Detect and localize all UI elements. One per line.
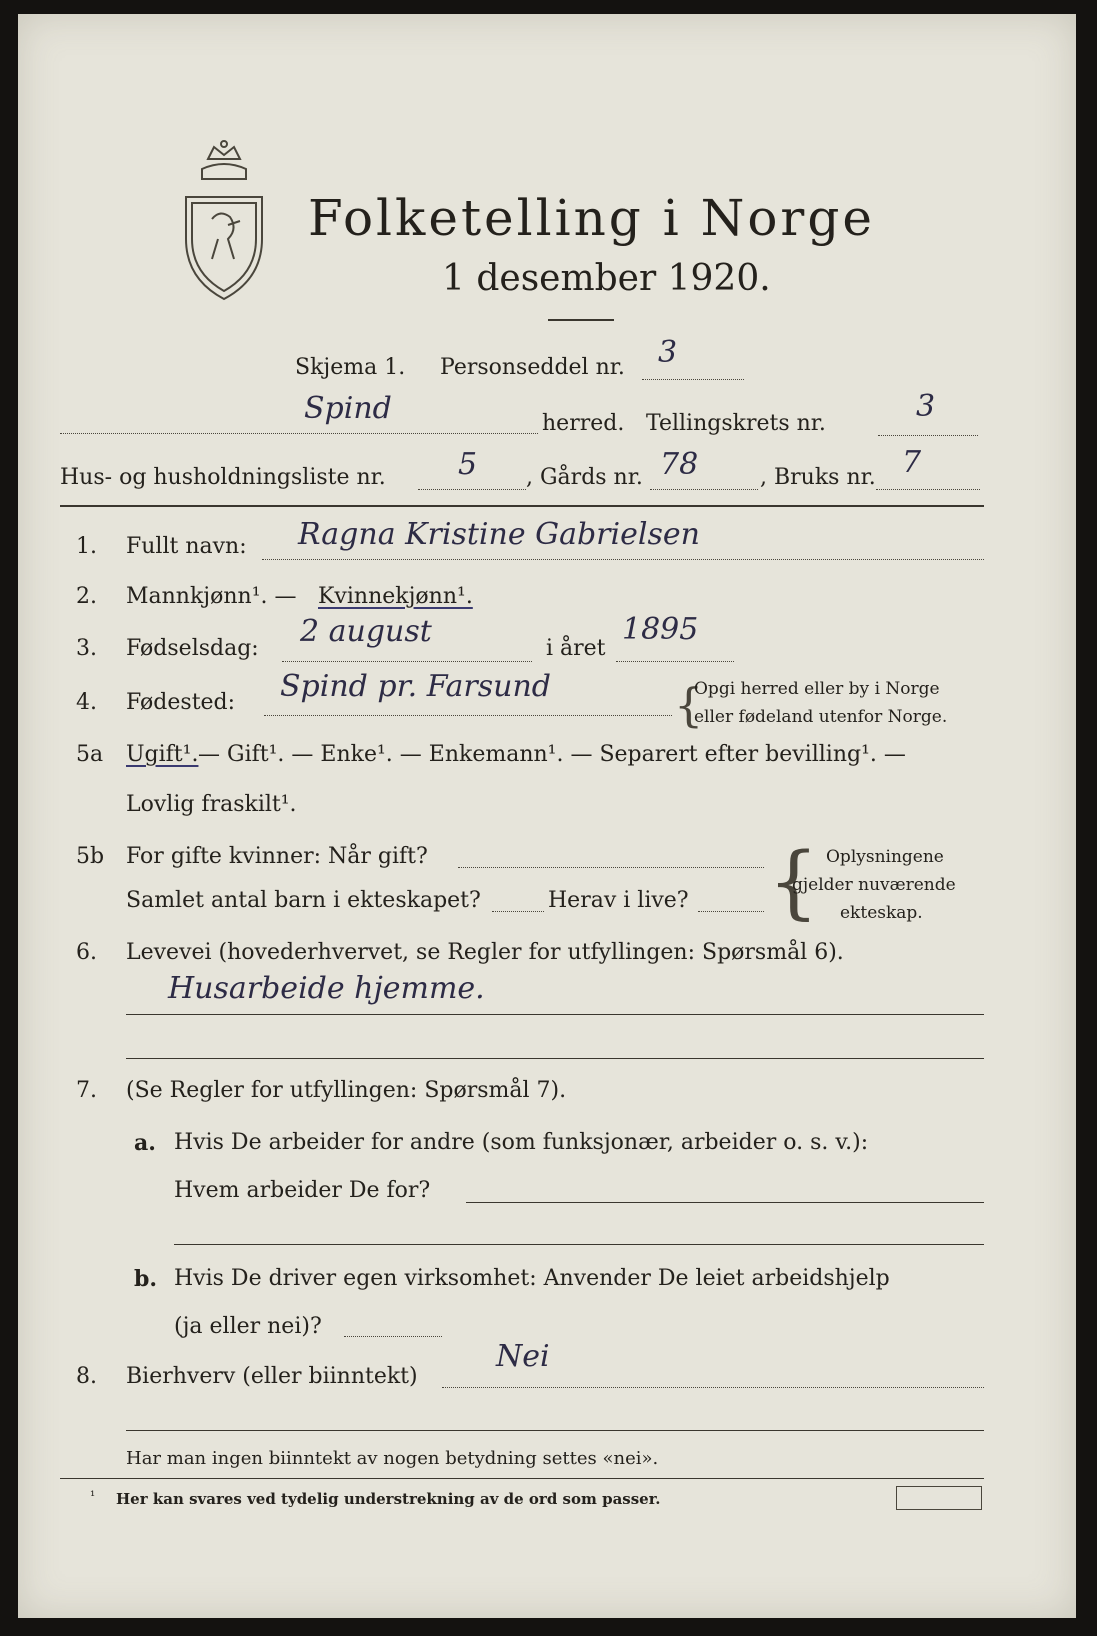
q5b-note-line1: Oplysningene (826, 847, 944, 867)
bruks-label: , Bruks nr. (760, 465, 876, 490)
q1-value: Ragna Kristine Gabrielsen (298, 517, 700, 552)
q5b-alive-line (698, 911, 764, 912)
q5b-number: 5b (76, 844, 105, 869)
q4-note-line1: Opgi herred eller by i Norge (694, 679, 940, 699)
q8-line2 (126, 1430, 984, 1431)
krets-label: Tellingskrets nr. (646, 411, 826, 436)
q4-note-line2: eller fødeland utenfor Norge. (694, 707, 948, 727)
q6-line1 (126, 1014, 984, 1015)
q5b-line2: Samlet antal barn i ekteskapet? (126, 888, 481, 913)
bruks-nr-line (876, 489, 980, 490)
q4-label: Fødested: (126, 690, 236, 715)
schema-label: Skjema 1. (295, 355, 406, 380)
herred-line (60, 433, 538, 434)
q5b-married-line (458, 867, 764, 868)
krets-nr-value: 3 (916, 389, 936, 424)
q7a-line2: Hvem arbeider De for? (174, 1178, 431, 1203)
q3-value: 2 august (300, 614, 432, 649)
title-divider (548, 319, 614, 321)
q5b-note-line3: ekteskap. (840, 903, 923, 923)
q4-brace: { (674, 678, 704, 732)
q4-line (264, 715, 672, 716)
section-divider (60, 505, 984, 507)
gards-nr-value: 78 (660, 447, 699, 482)
q3-line (282, 661, 532, 662)
hus-label: Hus- og husholdningsliste nr. (60, 465, 386, 490)
footnote-divider (60, 1478, 984, 1479)
form-title: Folketelling i Norge (308, 189, 875, 247)
q6-line2 (126, 1058, 984, 1059)
q8-value: Nei (496, 1339, 550, 1374)
q8-line (442, 1387, 984, 1388)
q4-number: 4. (76, 690, 97, 715)
nei-note: Har man ingen biinntekt av nogen betydning settes «nei». (126, 1448, 659, 1469)
q5b-note-line2: gjelder nuværende (792, 875, 956, 895)
q4-value: Spind pr. Farsund (280, 669, 551, 704)
q2-male: Mannkjønn¹. — (126, 584, 297, 609)
coat-of-arms-icon (178, 139, 270, 304)
krets-nr-line (878, 435, 978, 436)
q1-number: 1. (76, 534, 97, 559)
q5b-alive-label: Herav i live? (548, 888, 689, 913)
q2-female: Kvinnekjønn¹. (318, 584, 473, 609)
q7b-letter: b. (134, 1266, 158, 1292)
q7b-line1: Hvis De driver egen virksomhet: Anvender De leiet arbeidshjelp (174, 1266, 890, 1291)
q1-label: Fullt navn: (126, 534, 247, 559)
q5b-brace: { (768, 835, 819, 928)
q7b-answer-line (344, 1336, 442, 1337)
q5a-ugift: Ugift¹. (126, 742, 199, 767)
q5b-line1: For gifte kvinner: Når gift? (126, 844, 428, 869)
gards-label: , Gårds nr. (526, 465, 643, 490)
q3-year-value: 1895 (622, 612, 699, 647)
person-nr-line (642, 379, 744, 380)
q3-number: 3. (76, 636, 97, 661)
q8-number: 8. (76, 1364, 97, 1389)
q7a-answer-line1 (466, 1202, 984, 1203)
hus-nr-value: 5 (458, 447, 478, 482)
footnote-text: Her kan svares ved tydelig understrekning av de ord som passer. (116, 1490, 661, 1508)
census-form-page (18, 14, 1076, 1618)
q5a-options: — Gift¹. — Enke¹. — Enkemann¹. — Separert efter bevilling¹. — (198, 742, 906, 767)
form-date: 1 desember 1920. (442, 258, 771, 299)
q5a-number: 5a (76, 742, 104, 767)
person-nr-value: 3 (658, 335, 678, 370)
q7-number: 7. (76, 1078, 97, 1103)
q7-label: (Se Regler for utfyllingen: Spørsmål 7). (126, 1078, 567, 1103)
q8-label: Bierhverv (eller biinntekt) (126, 1364, 418, 1389)
person-label: Personseddel nr. (440, 355, 625, 380)
q1-line (262, 559, 984, 560)
q7b-line2: (ja eller nei)? (174, 1314, 322, 1339)
q6-number: 6. (76, 940, 97, 965)
q7a-letter: a. (134, 1130, 156, 1156)
q5b-children-line (492, 911, 544, 912)
q6-label: Levevei (hovederhvervet, se Regler for utfyllingen: Spørsmål 6). (126, 940, 844, 965)
footnote-mark: ¹ (90, 1489, 96, 1504)
q6-value: Husarbeide hjemme. (168, 971, 485, 1006)
q5a-line2: Lovlig fraskilt¹. (126, 792, 297, 817)
q7a-line1: Hvis De arbeider for andre (som funksjonær, arbeider o. s. v.): (174, 1130, 869, 1155)
herred-label: herred. (542, 411, 625, 436)
gards-nr-line (650, 489, 758, 490)
q3-label: Fødselsdag: (126, 636, 259, 661)
q7a-answer-line2 (174, 1244, 984, 1245)
hus-nr-line (418, 489, 526, 490)
q3-year-label: i året (546, 636, 606, 661)
q2-number: 2. (76, 584, 97, 609)
q3-year-line (616, 661, 734, 662)
bruks-nr-value: 7 (902, 445, 922, 480)
printer-stamp (896, 1486, 982, 1510)
herred-value: Spind (304, 391, 392, 426)
